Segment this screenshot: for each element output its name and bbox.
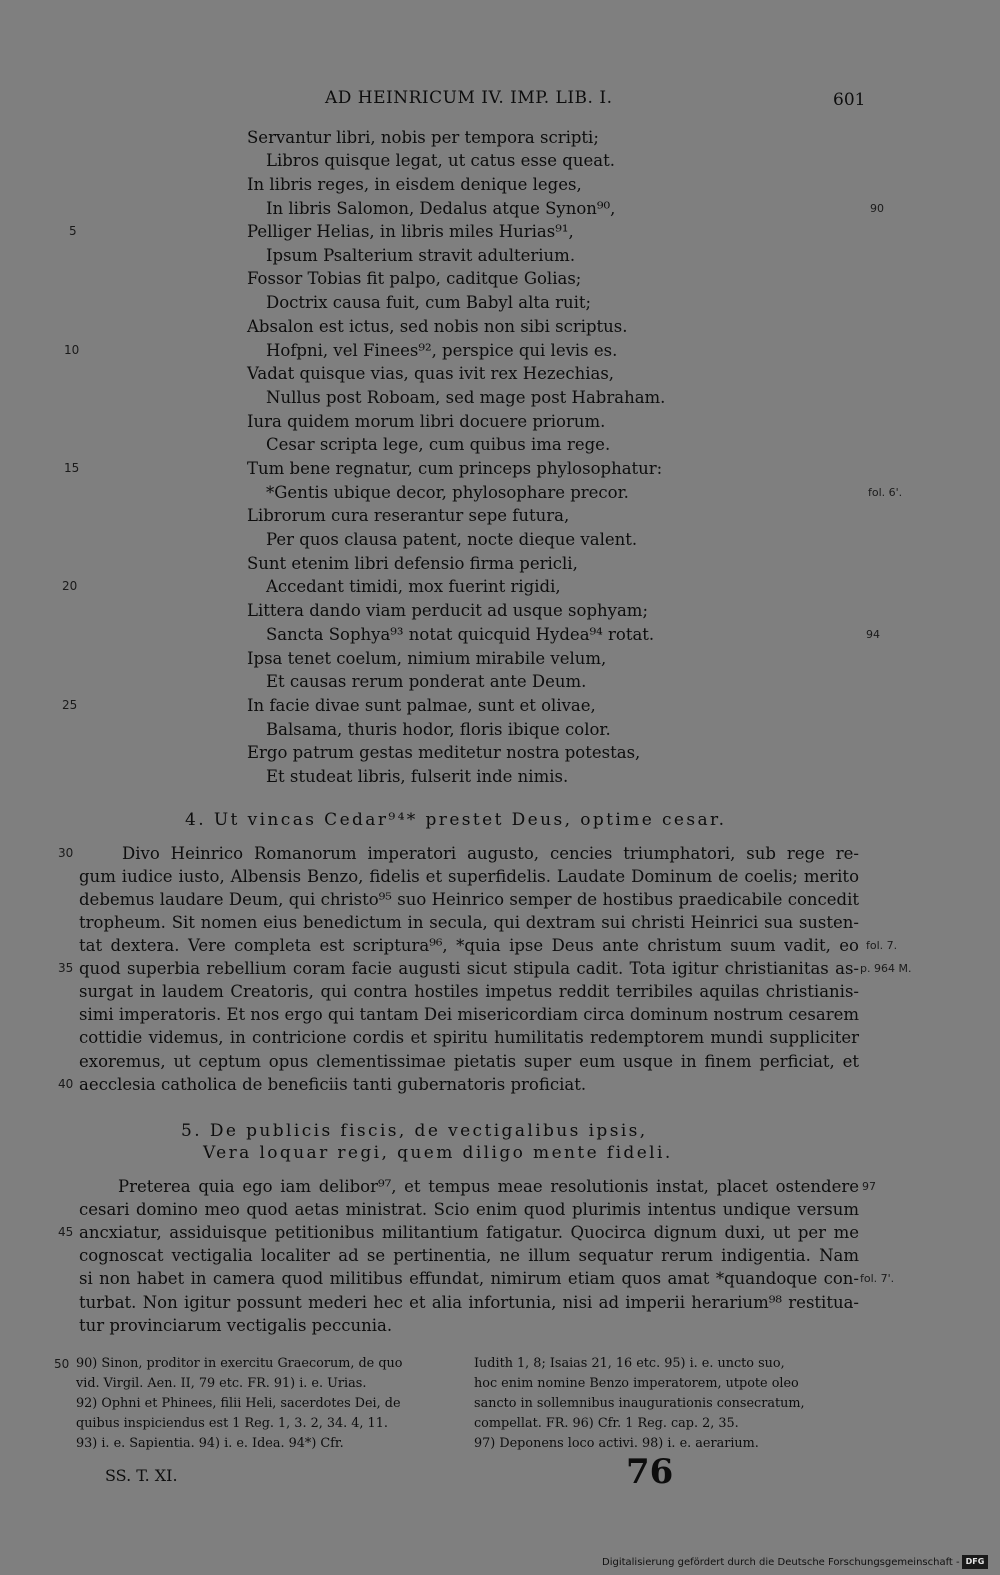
footnote-line: 90) Sinon, proditor in exercitu Graecorum, de quo <box>76 1356 403 1371</box>
verse-line: Balsama, thuris hodor, floris ibique color. <box>266 720 611 739</box>
verse-line: Pelliger Helias, in libris miles Hurias⁹¹, <box>247 222 574 241</box>
prose-line: exoremus, ut ceptum opus clementissimae pietatis super eum usque in finem perficiat, et <box>79 1052 859 1071</box>
footnote-line: 93) i. e. Sapientia. 94) i. e. Idea. 94*) Cfr. <box>76 1436 344 1451</box>
margin-note: 94 <box>866 628 880 641</box>
prose-line: tropheum. Sit nomen eius benedictum in secula, qui dextram sui christi Heinrici sua susten- <box>79 913 859 932</box>
footnote-line: compellat. FR. 96) Cfr. 1 Reg. cap. 2, 35. <box>474 1416 739 1431</box>
footnote-line: quibus inspiciendus est 1 Reg. 1, 3. 2, 34. 4, 11. <box>76 1416 388 1431</box>
verse-line: Tum bene regnatur, cum princeps phylosophatur: <box>247 459 663 478</box>
verse-line: Absalon est ictus, sed nobis non sibi scriptus. <box>247 317 628 336</box>
verse-line: *Gentis ubique decor, phylosophare precor. <box>266 483 629 502</box>
page-ref-note: p. 964 M. <box>860 962 912 975</box>
prose-line: tat dextera. Vere completa est scriptura⁹⁶, *quia ipse Deus ante christum suum vadit, eo <box>79 936 859 955</box>
folio-note: fol. 7. <box>866 939 898 952</box>
folio-note: fol. 6'. <box>868 486 903 499</box>
verse-line: In libris reges, in eisdem denique leges, <box>247 175 582 194</box>
line-number: 25 <box>62 698 78 712</box>
footnote-line: 92) Ophni et Phinees, filii Heli, sacerdotes Dei, de <box>76 1396 401 1411</box>
prose-line: cesari domino meo quod aetas ministrat. Scio enim quod plurimis intentus undique versum <box>79 1200 859 1219</box>
prose-line: debemus laudare Deum, qui christo⁹⁵ suo Heinrico semper de hostibus praedicabile concedit <box>79 890 859 909</box>
dfg-logo: DFG <box>962 1555 988 1569</box>
verse-line: In libris Salomon, Dedalus atque Synon⁹⁰, <box>266 199 616 218</box>
verse-line: Vadat quisque vias, quas ivit rex Hezechias, <box>247 364 615 383</box>
prose-line: Preterea quia ego iam delibor⁹⁷, et tempus meae resolutionis instat, placet ostendere <box>118 1177 859 1196</box>
verse-line: Per quos clausa patent, nocte dieque valent. <box>266 530 638 549</box>
verse-line: Libros quisque legat, ut catus esse queat. <box>266 151 615 170</box>
line-number: 50 <box>54 1357 70 1371</box>
margin-note: 90 <box>870 202 884 215</box>
prose-line: simi imperatoris. Et nos ergo qui tantam Dei misericordiam circa dominum nostrum cesarem <box>79 1005 859 1024</box>
footnote-line: Iudith 1, 8; Isaias 21, 16 etc. 95) i. e. uncto suo, <box>474 1356 785 1371</box>
footnote-line: sancto in sollemnibus inaugurationis consecratum, <box>474 1396 805 1411</box>
verse-line: Littera dando viam perducit ad usque sophyam; <box>247 601 649 620</box>
verse-line: Sancta Sophya⁹³ notat quicquid Hydea⁹⁴ rotat. <box>266 625 655 644</box>
line-number: 5 <box>69 224 77 238</box>
verse-line: Cesar scripta lege, cum quibus ima rege. <box>266 435 611 454</box>
page-number: 601 <box>833 90 866 110</box>
verse-line: Et studeat libris, fulserit inde nimis. <box>266 767 569 786</box>
verse-line: Iura quidem morum libri docuere priorum. <box>247 412 606 431</box>
verse-line: Sunt etenim libri defensio firma pericli, <box>247 554 578 573</box>
footnote-line: vid. Virgil. Aen. II, 79 etc. FR. 91) i. e. Urias. <box>76 1376 367 1391</box>
verse-line: Nullus post Roboam, sed mage post Habraham. <box>266 388 666 407</box>
line-number: 40 <box>58 1077 74 1091</box>
prose-line: turbat. Non igitur possunt mederi hec et alia infortunia, nisi ad imperii herarium⁹⁸ restitua- <box>79 1293 859 1312</box>
line-number: 15 <box>64 461 80 475</box>
section-heading: 5. De publicis fiscis, de vectigalibus ipsis, <box>181 1121 648 1141</box>
line-number: 30 <box>58 846 74 860</box>
footnotes-right-column <box>474 1354 805 1454</box>
verse-line: Doctrix causa fuit, cum Babyl alta ruit; <box>266 293 592 312</box>
section-heading: 4. Ut vincas Cedar⁹⁴* prestet Deus, optime cesar. <box>185 810 727 830</box>
line-number: 35 <box>58 961 74 975</box>
verse-line: Et causas rerum ponderat ante Deum. <box>266 672 587 691</box>
line-number: 10 <box>64 343 80 357</box>
verse-line: Accedant timidi, mox fuerint rigidi, <box>266 577 561 596</box>
footnotes-left-column <box>76 1354 402 1454</box>
line-number: 45 <box>58 1225 74 1239</box>
prose-line: si non habet in camera quod militibus effundat, nimirum etiam quos amat *quandoque con- <box>79 1269 859 1288</box>
verse-line: Ipsum Psalterium stravit adulterium. <box>266 246 576 265</box>
prose-line: cottidie videmus, in contricione cordis et spiritu humilitatis redemptorem mundi suppliciter <box>79 1028 859 1047</box>
margin-note: 97 <box>862 1180 876 1193</box>
signature-mark: SS. T. XI. <box>105 1466 178 1485</box>
prose-line: surgat in laudem Creatoris, qui contra hostiles impetus reddit terribiles aquilas christianis- <box>79 982 859 1001</box>
verse-line: Ergo patrum gestas meditetur nostra potestas, <box>247 743 641 762</box>
footnote-line: 97) Deponens loco activi. 98) i. e. aerarium. <box>474 1436 759 1451</box>
verse-line: Fossor Tobias fit palpo, caditque Golias; <box>247 269 582 288</box>
prose-line: aecclesia catholica de beneficiis tanti gubernatoris proficiat. <box>79 1075 587 1094</box>
folio-note: fol. 7'. <box>860 1272 895 1285</box>
section-heading: Vera loquar regi, quem diligo mente fideli. <box>203 1143 673 1163</box>
prose-line: ancxiatur, assiduisque petitionibus militantium fatigatur. Quocirca dignum duxi, ut per me <box>79 1223 859 1242</box>
verse-line: Librorum cura reserantur sepe futura, <box>247 506 570 525</box>
line-number: 20 <box>62 579 78 593</box>
sheet-number: 76 <box>626 1452 674 1492</box>
verse-line: Ipsa tenet coelum, nimium mirabile velum, <box>247 649 607 668</box>
prose-line: cognoscat vectigalia localiter ad se pertinentia, ne illum sequatur rerum indigentia. Nam <box>79 1246 859 1265</box>
prose-line: tur provinciarum vectigalis peccunia. <box>79 1316 393 1335</box>
verse-line: Hofpni, vel Finees⁹², perspice qui levis es. <box>266 341 618 360</box>
prose-line: quod superbia rebellium coram facie augusti sicut stipula cadit. Tota igitur christianitas as- <box>79 959 859 978</box>
verse-line: In facie divae sunt palmae, sunt et olivae, <box>247 696 596 715</box>
prose-line: gum iudice iusto, Albensis Benzo, fidelis et superfidelis. Laudate Dominum de coelis; merito <box>79 867 859 886</box>
digitization-credit: Digitalisierung gefördert durch die Deutsche Forschungsgemeinschaft - <box>602 1557 960 1568</box>
verse-line: Servantur libri, nobis per tempora scripti; <box>247 128 599 147</box>
running-header: AD HEINRICUM IV. IMP. LIB. I. <box>325 88 613 108</box>
footnote-line: hoc enim nomine Benzo imperatorem, utpote oleo <box>474 1376 799 1391</box>
prose-line: Divo Heinrico Romanorum imperatori augusto, cencies triumphatori, sub rege re- <box>122 844 859 863</box>
